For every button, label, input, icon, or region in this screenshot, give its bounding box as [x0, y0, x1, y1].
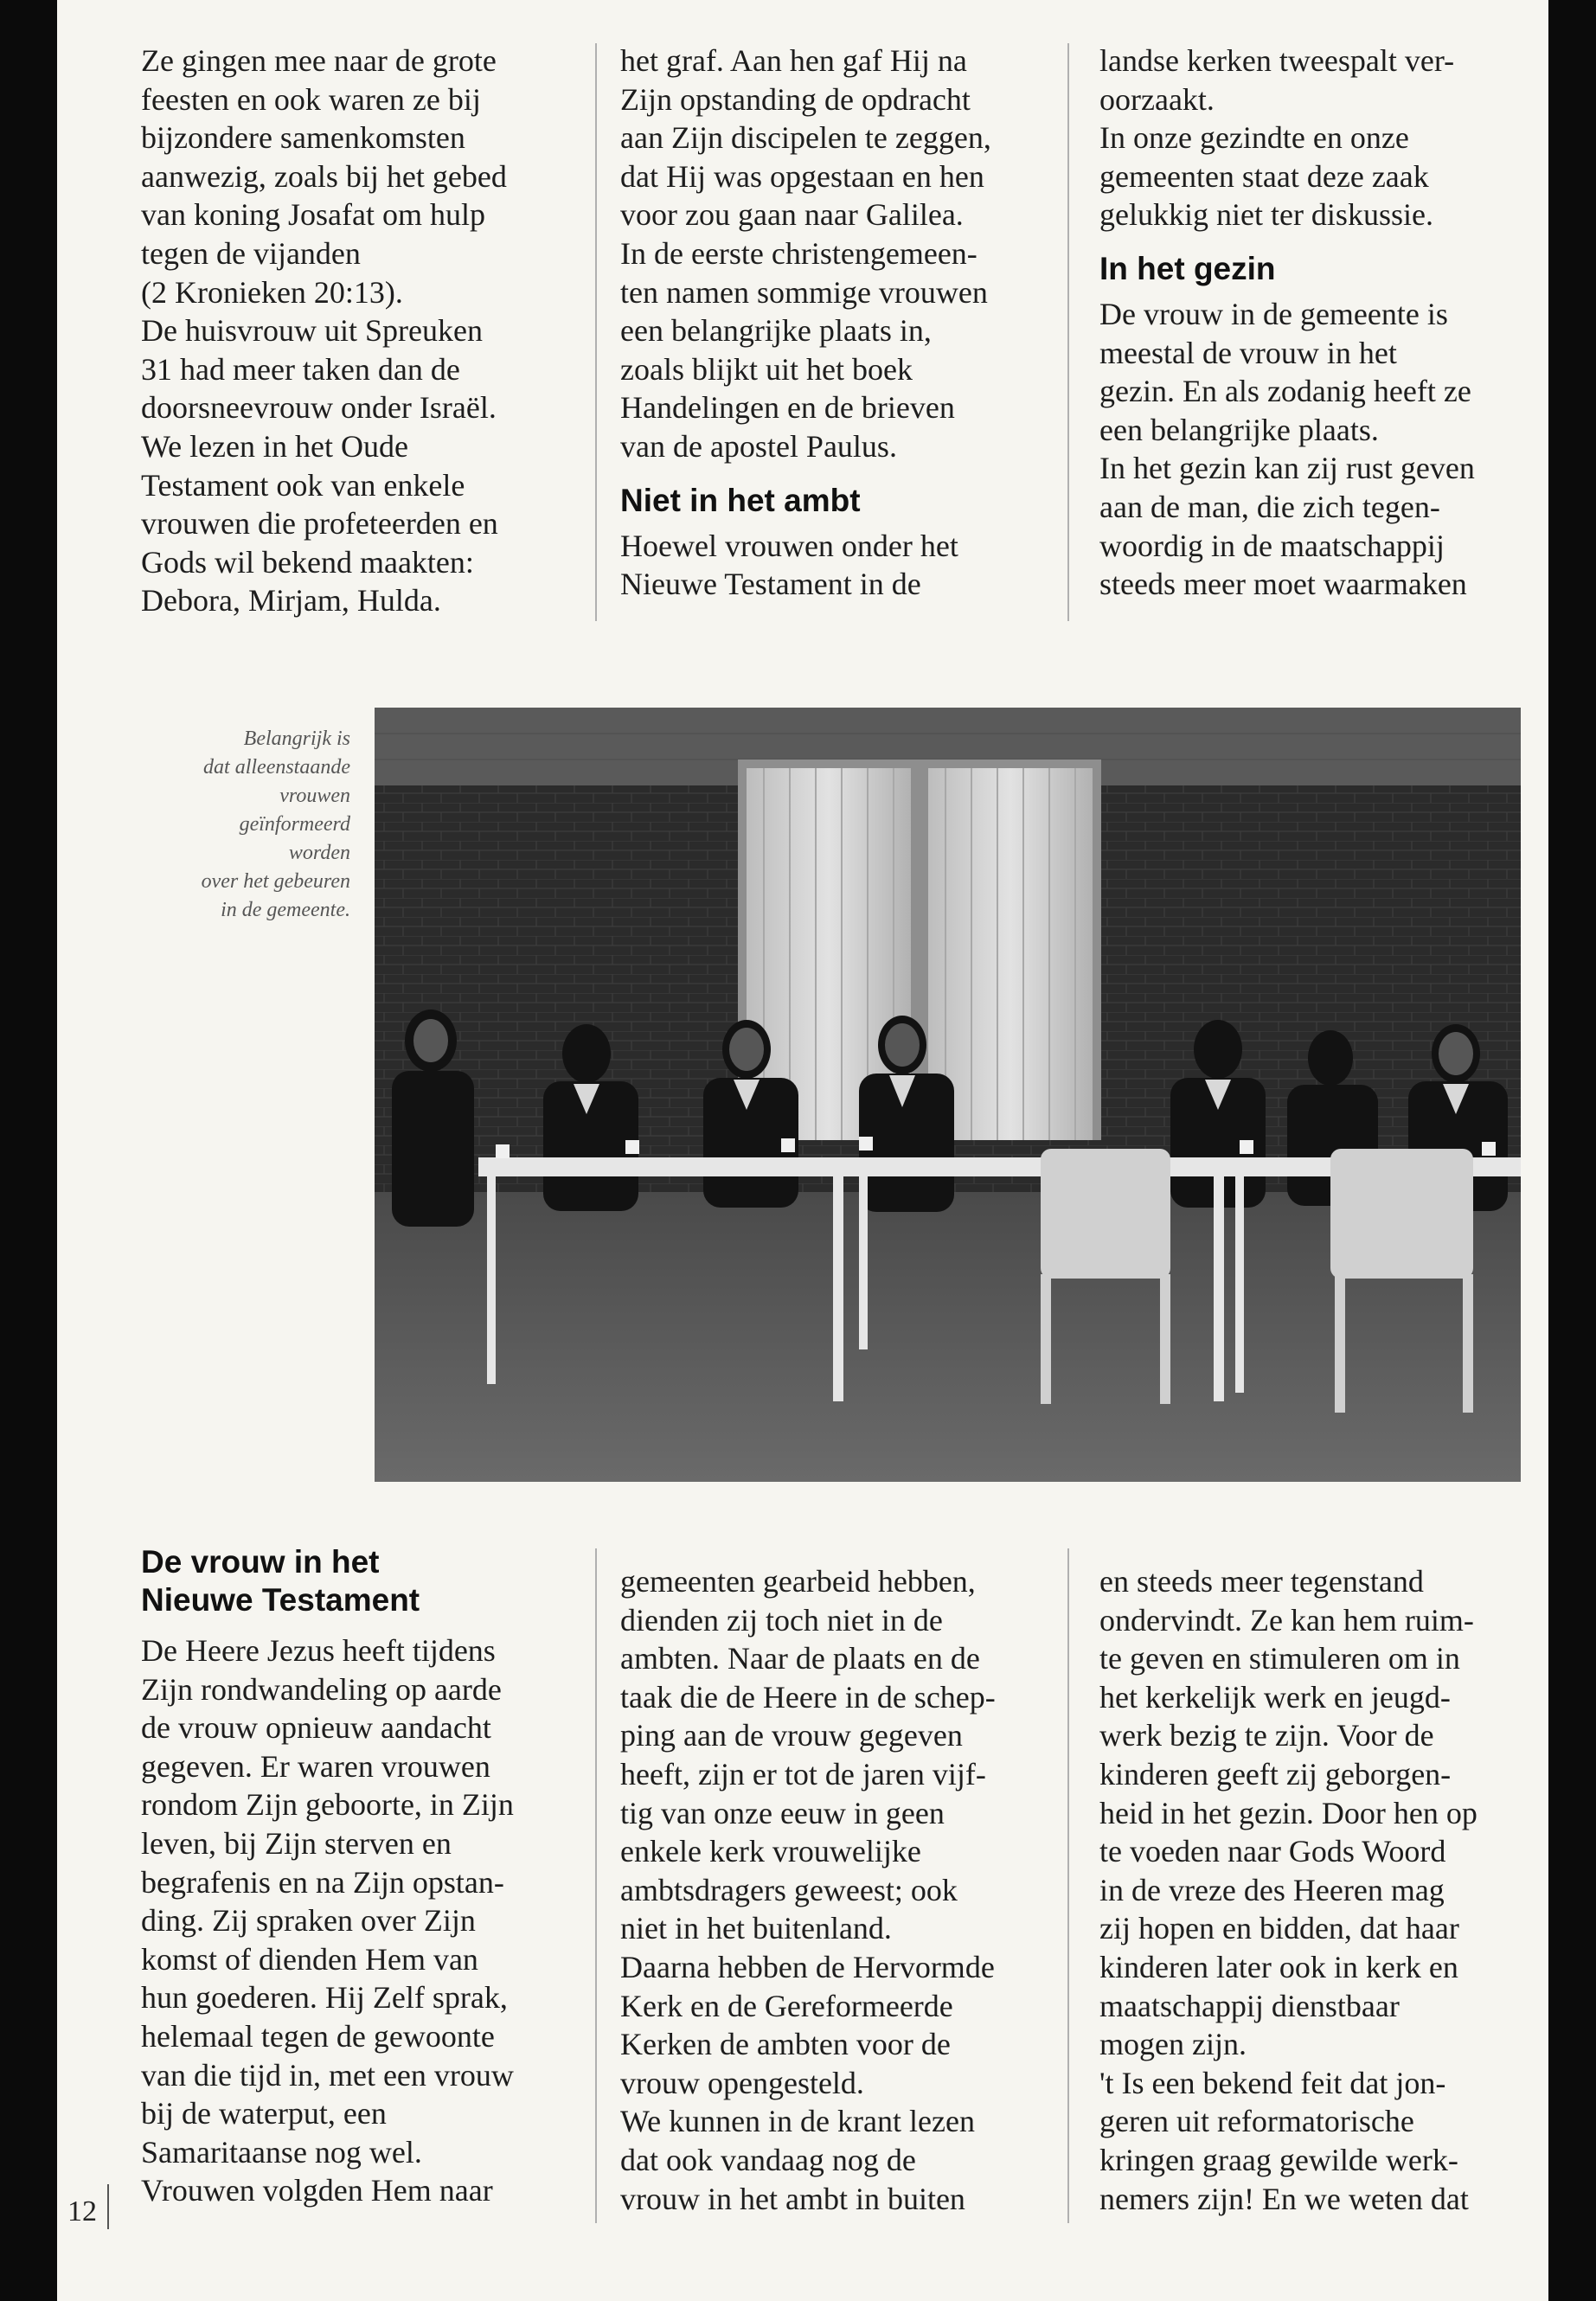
- text-line: woordig in de maatschappij: [1099, 528, 1445, 563]
- top-column-2: [620, 42, 1053, 604]
- text-line: Kerk en de Gereformeerde: [620, 1988, 953, 2023]
- text-line: Hoewel vrouwen onder het: [620, 528, 958, 563]
- text-line: De vrouw in de gemeente is: [1099, 296, 1448, 331]
- text-line: steeds meer moet waarmaken: [1099, 567, 1467, 602]
- text-line: ondervindt. Ze kan hem ruim-: [1099, 1602, 1474, 1638]
- text-line: gegeven. Er waren vrouwen: [141, 1748, 490, 1784]
- text-line: de vrouw opnieuw aandacht: [141, 1710, 491, 1746]
- text-line: Gods wil bekend maakten:: [141, 544, 474, 580]
- text-line: (2 Kronieken 20:13).: [141, 274, 403, 310]
- scan-edge-left: [0, 0, 57, 2301]
- text-line: feesten en ook waren ze bij: [141, 81, 481, 117]
- text-line: helemaal tegen de gewoonte: [141, 2018, 495, 2054]
- text-line: en steeds meer tegenstand: [1099, 1564, 1424, 1599]
- column-rule: [595, 43, 597, 621]
- text-line: te geven en stimuleren om in: [1099, 1641, 1460, 1676]
- text-line: dat ook vandaag nog de: [620, 2142, 916, 2177]
- text-line: meestal de vrouw in het: [1099, 335, 1397, 370]
- text-line: ding. Zij spraken over Zijn: [141, 1903, 476, 1939]
- text-line: gemeenten gearbeid hebben,: [620, 1564, 976, 1599]
- text-line: ten namen sommige vrouwen: [620, 274, 988, 310]
- text-line: landse kerken tweespalt ver-: [1099, 43, 1455, 78]
- text-line: in de gemeente.: [221, 899, 350, 921]
- text-line: mogen zijn.: [1099, 2027, 1247, 2062]
- text-line: bijzondere samenkomsten: [141, 120, 465, 156]
- text-line: van de apostel Paulus.: [620, 428, 897, 464]
- bottom-column-2: [620, 1562, 1053, 2218]
- text-line: dat Hij was opgestaan en hen: [620, 158, 984, 194]
- text-line: 't Is een bekend feit dat jon-: [1099, 2065, 1446, 2100]
- page-number: 12: [67, 2195, 97, 2227]
- top-column-3: [1099, 42, 1532, 604]
- text-line: vrouwen: [279, 785, 350, 807]
- text-line: enkele kerk vrouwelijke: [620, 1834, 921, 1869]
- text-line: over het gebeuren: [201, 870, 350, 893]
- text-line: De vrouw in het: [141, 1544, 380, 1580]
- text-line: Daarna hebben de Hervormde: [620, 1949, 995, 1984]
- top-column-3-text-continued: [1099, 295, 1532, 604]
- text-line: Nieuwe Testament: [141, 1582, 420, 1618]
- text-line: oorzaakt.: [1099, 81, 1215, 117]
- text-line: Debora, Mirjam, Hulda.: [141, 583, 441, 619]
- text-line: In het gezin kan zij rust geven: [1099, 451, 1475, 486]
- text-line: worden: [288, 842, 350, 864]
- top-column-2-text-continued: [620, 527, 1053, 604]
- text-line: geïnformeerd: [239, 813, 350, 836]
- text-line: vrouwen die profeteerden en: [141, 506, 498, 542]
- text-line: begrafenis en na Zijn opstan-: [141, 1864, 504, 1900]
- text-line: Nieuwe Testament in de: [620, 567, 921, 602]
- text-line: rondom Zijn geboorte, in Zijn: [141, 1787, 514, 1823]
- text-line: vrouw opengesteld.: [620, 2065, 864, 2100]
- text-line: aanwezig, zoals bij het gebed: [141, 158, 507, 194]
- bottom-column-1: [141, 1543, 574, 2210]
- text-line: gemeenten staat deze zaak: [1099, 158, 1429, 194]
- text-line: van koning Josafat om hulp: [141, 197, 485, 233]
- photo-caption: [130, 725, 350, 925]
- text-line: In de eerste christengemeen-: [620, 235, 977, 271]
- text-line: van die tijd in, met een vrouw: [141, 2057, 514, 2093]
- text-line: We lezen in het Oude: [141, 428, 408, 464]
- text-line: We kunnen in de krant lezen: [620, 2104, 975, 2139]
- bottom-column-3: [1099, 1562, 1541, 2218]
- text-line: aan de man, die zich tegen-: [1099, 489, 1440, 524]
- scan-edge-right: [1548, 0, 1596, 2301]
- text-line: heeft, zijn er tot de jaren vijf-: [620, 1756, 986, 1791]
- text-line: werk bezig te zijn. Voor de: [1099, 1718, 1434, 1753]
- text-line: zij hopen en bidden, dat haar: [1099, 1911, 1459, 1946]
- text-line: Ze gingen mee naar de grote: [141, 43, 497, 78]
- text-line: 31 had meer taken dan de: [141, 351, 460, 387]
- text-line: hun goederen. Hij Zelf sprak,: [141, 1980, 508, 2016]
- text-line: De Heere Jezus heeft tijdens: [141, 1633, 496, 1668]
- text-line: Belangrijk is: [243, 727, 350, 750]
- heading-in-het-gezin: In het gezin: [1099, 250, 1276, 286]
- heading-de-vrouw-in-het-nieuwe-testament: [141, 1543, 574, 1619]
- meeting-photo-drawing: [375, 708, 1521, 1482]
- text-line: ambtsdragers geweest; ook: [620, 1872, 958, 1907]
- top-column-3-text: [1099, 42, 1532, 234]
- page-number-rule: [107, 2184, 109, 2229]
- text-line: Testament ook van enkele: [141, 467, 465, 503]
- column-rule: [595, 1548, 597, 2223]
- text-line: maatschappij dienstbaar: [1099, 1988, 1400, 2023]
- text-line: leven, bij Zijn sterven en: [141, 1825, 452, 1861]
- top-column-1: [141, 42, 574, 620]
- text-line: kringen graag gewilde werk-: [1099, 2142, 1458, 2177]
- text-line: te voeden naar Gods Woord: [1099, 1834, 1446, 1869]
- text-line: het graf. Aan hen gaf Hij na: [620, 43, 967, 78]
- text-line: Handelingen en de brieven: [620, 390, 955, 426]
- text-line: Zijn rondwandeling op aarde: [141, 1671, 502, 1707]
- text-line: vrouw in het ambt in buiten: [620, 2181, 965, 2216]
- text-line: In onze gezindte en onze: [1099, 120, 1409, 156]
- text-line: Samaritaanse nog wel.: [141, 2134, 422, 2170]
- text-line: dienden zij toch niet in de: [620, 1602, 943, 1638]
- text-line: kinderen geeft zij geborgen-: [1099, 1756, 1452, 1791]
- text-line: komst of dienden Hem van: [141, 1941, 478, 1977]
- text-line: doorsneevrouw onder Israël.: [141, 390, 497, 426]
- text-line: ambten. Naar de plaats en de: [620, 1641, 980, 1676]
- text-line: tig van onze eeuw in geen: [620, 1795, 945, 1830]
- text-line: een belangrijke plaats in,: [620, 313, 932, 349]
- text-line: voor zou gaan naar Galilea.: [620, 197, 964, 233]
- text-line: geren uit reformatorische: [1099, 2104, 1414, 2139]
- column-rule: [1067, 1548, 1069, 2223]
- text-line: gelukkig niet ter diskussie.: [1099, 197, 1433, 233]
- text-line: zoals blijkt uit het boek: [620, 351, 913, 387]
- text-line: De huisvrouw uit Spreuken: [141, 313, 483, 349]
- text-line: Zijn opstanding de opdracht: [620, 81, 971, 117]
- top-column-2-text: [620, 42, 1053, 466]
- column-rule: [1067, 43, 1069, 621]
- text-line: gezin. En als zodanig heeft ze: [1099, 374, 1471, 409]
- text-line: nemers zijn! En we weten dat: [1099, 2181, 1469, 2216]
- text-line: Kerken de ambten voor de: [620, 2027, 951, 2062]
- heading-niet-in-het-ambt: Niet in het ambt: [620, 482, 861, 518]
- text-line: bij de waterput, een: [141, 2096, 387, 2131]
- text-line: niet in het buitenland.: [620, 1911, 892, 1946]
- text-line: aan Zijn discipelen te zeggen,: [620, 120, 991, 156]
- text-line: het kerkelijk werk en jeugd-: [1099, 1679, 1451, 1715]
- text-line: ping aan de vrouw gegeven: [620, 1718, 963, 1753]
- text-line: kinderen later ook in kerk en: [1099, 1949, 1458, 1984]
- text-line: Vrouwen volgden Hem naar: [141, 2173, 493, 2208]
- text-line: heid in het gezin. Door hen op: [1099, 1795, 1477, 1830]
- text-line: dat alleenstaande: [203, 756, 350, 779]
- text-line: tegen de vijanden: [141, 235, 361, 271]
- text-line: een belangrijke plaats.: [1099, 412, 1379, 447]
- text-line: in de vreze des Heeren mag: [1099, 1872, 1445, 1907]
- bottom-column-1-text: [141, 1631, 574, 2210]
- text-line: taak die de Heere in de schep-: [620, 1679, 996, 1715]
- meeting-photo: [375, 708, 1521, 1482]
